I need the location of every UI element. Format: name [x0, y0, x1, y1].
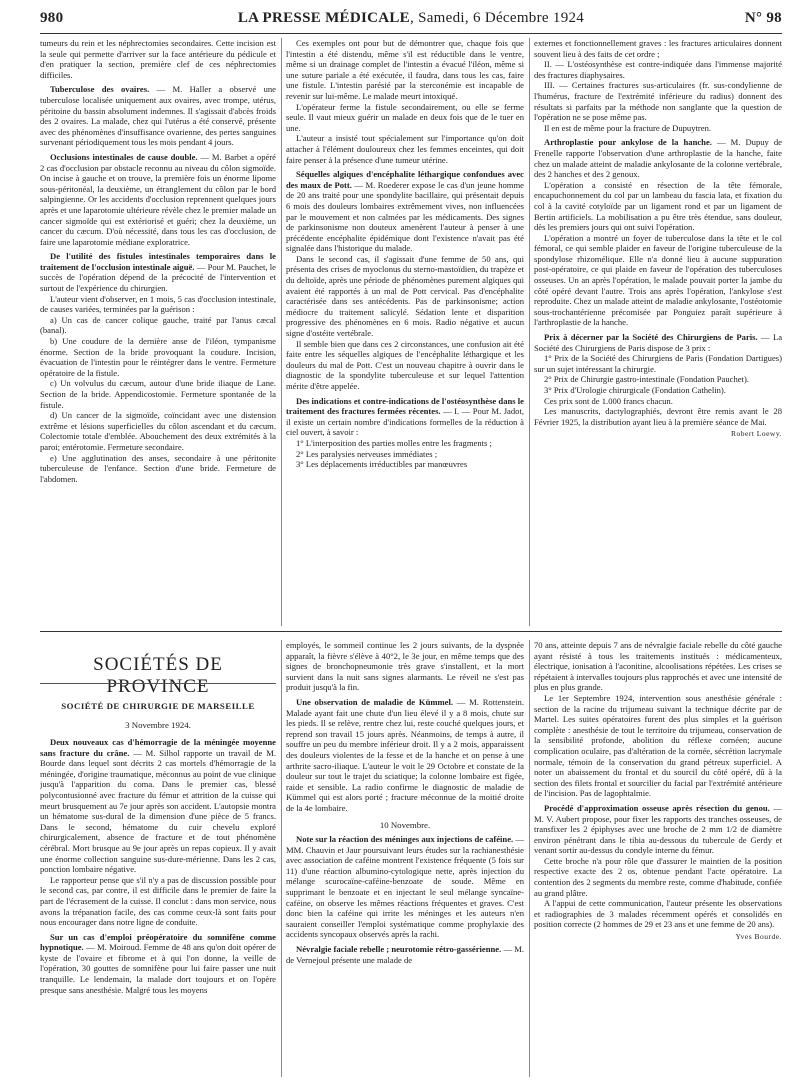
paragraph: 1° Prix de la Société des Chirurgiens de Paris (Fondation Dartigues) sur un sujet intéressant la chirurgie. — [534, 353, 782, 374]
article-heading: Névralgie faciale rebelle ; neurotomie rétro-gassérienne. — [296, 944, 502, 955]
paragraph: III. — Certaines fractures sus-articulaires (fr. sus-condylienne de l'humérus, fracture de l'extrémité inférieure du radius) donnent des résultats si parfaits par la méthode non sanglante que la question de l'opération ne se pose même pas. — [534, 80, 782, 123]
paragraph: Le rapporteur pense que s'il n'y a pas de discussion possible pour le second cas, par contre, il est difficile dans le premier de faire la part de l'écrasement de la cuisse. Il conclut : dans mon service, nous avons la trépanation facile, des cas comme ceux-là sont faits pour nous encourager dans notre ligne de conduite. — [40, 874, 276, 928]
article-paragraph — [40, 152, 276, 247]
paragraph: 70 ans, atteinte depuis 7 ans de névralgie faciale rebelle du côté gauche ayant résisté à tous les traitements institués : médicamenteux, électrique, ionisation à l'aconitine, alcoolisations répétées. Les crises se répétaient à intervalles toujours plus rapprochés et avec une intensité de plus en plus grande. — [534, 640, 782, 693]
paragraph: Les manuscrits, dactylographiés, devront être remis avant le 28 Février 1925, la distribution ayant lieu à la première séance de Mai. — [534, 406, 782, 427]
paragraph: Ces exemples ont pour but de démontrer que, chaque fois que l'intestin a été distendu, même s'il est réductible dans le ventre, même si un drainage complet de l'intestin a évacué l'iléon, même si une suture pariale a été exécutée, il faudra, dans tous les cas, faire une fistule. L'intestin parésié par la sterconémie est incapable de revenir sur lui-même. Le malade meurt intoxiqué. — [286, 38, 524, 101]
article-paragraph — [286, 944, 524, 965]
article-body: — M. Haller a observé une tuberculose localisée uniquement aux ovaires, avec trompe, utérus, péritoine du bassin absolument indemnes. Il s'agissait d'abcès froids des 2 ovaires. La malade, chez qui l'utérus a été conservé, présente avec des phénomènes d'insuffisance ovarienne, des pertes sanguines survenant périodiquement tous les mois pendant 4 jours. — [40, 84, 276, 148]
bottom-column-1 — [40, 737, 276, 1077]
column-divider — [281, 38, 282, 626]
paragraph: 2° Les paralysies nerveuses immédiates ; — [296, 448, 438, 459]
paragraph: employés, le sommeil continue les 2 jours suivants, de la dyspnée apparaît, la fièvre s'élève à 40°2, le 3e jour, en même temps que des signes de bronchopneumonie très grave s'installent, et la mort survient dans la nuit sans signes alarmants. Le réveil ne s'est pas produit jusqu'à la fin. — [286, 640, 524, 693]
column-divider — [281, 640, 282, 1077]
article-body: — M. Moiroud. Femme de 48 ans qu'on doit opérer de kyste de l'ovaire et fibrome et à qui l'on donne, la veille de l'opération, 30 gouttes de somnifène pour lui faire passer une nuit tranquille. Le lendemain, la malade dort toujours et on l'opère presque sans anesthésie. Malgré tous les moyens — [40, 942, 276, 995]
article-heading: De l'utilité des fistules intestinales temporaires dans le traitement de l'occlusion intestinale aiguë. — [40, 251, 276, 272]
issue-number: N° 98 — [744, 10, 782, 26]
page-number: 980 — [40, 10, 64, 26]
paragraph: Le 1er Septembre 1924, intervention sous anesthésie générale : section de la racine du trijumeau suivant la technique décrite par de Martel. Les suites opératoires furent des plus simples et la guérison complète : anesthésie de tout le territoire du trijumeau, conservation de la sensibilité profonde, abolition du réflexe cornéen; aucune complication oculaire, pas d'altération de la cornée, sécrétion lacrymale normale, témoin de la conservation du grand pétreux superficiel. A noter un abaissement du frontal et du sourcil du côté opéré, dû à la section des filets frontal et sourcilier du facial par l'extrémité antérieure de l'incision. Pas de lagophtalmie. — [534, 692, 782, 799]
article-body: — Pour M. Pauchet, le succès de l'opération dépend de la précocité de l'intervention et surtout de l'expérience du chirurgien. — [40, 261, 276, 294]
paragraph: Dans le second cas, il s'agissait d'une femme de 50 ans, qui présenta des crises de myoclonus du sterno-mastoïdien, du trapèze et du deltoïde, après une période de phénomènes purement algiques qui avaient été rapportés à un mal de Pott cervical. Pas d'encéphalite caractérisée dans ses antécédents. Pas de parkinsonisme; action médiocre du traitement salicylé. Sédation lente et disparition progressive des phénomènes en 6 mois. Radio négative et aucun signe d'ostéite vertébrale. — [286, 253, 524, 339]
section-rule — [40, 631, 782, 632]
article-paragraph — [534, 332, 782, 353]
article-heading: Note sur la réaction des méninges aux injections de caféine. — [296, 834, 514, 845]
paragraph: c) Un volvulus du cæcum, autour d'une bride iliaque de Lane. Section de la bride. Appendicostomie. Fermeture spontanée de la fistule. — [40, 378, 276, 410]
author-signature: Robert Loewy. — [730, 429, 782, 439]
bottom-column-3 — [534, 640, 782, 1077]
issue-date: , Samedi, 6 Décembre 1924 — [409, 10, 585, 26]
article-heading: Sur un cas d'emploi préopératoire du somnifène comme hypnotique. — [40, 931, 276, 953]
top-column-1 — [40, 38, 276, 626]
paragraph: L'opération a montré un foyer de tuberculose dans la tête et le col fémoral, ce qui semble plaider en faveur de l'origine tuberculeuse de la spondylose rhizomélique. Elle n'a donné lieu à aucune suppuration post-opératoire, ce qui plaide en faveur de l'opération des tuberculoses osseuses. Un an après l'opération, le malade pouvait porter la jambe du côté opéré devant l'autre. Trois ans après l'opération, l'ankylose s'est reproduite. Chez un malade atteint de maladie ankylosante, l'ostéotomie sous-trochantérienne précomisée par Ponguiez paraît supérieure à l'arthroplastie de la hanche. — [534, 232, 782, 328]
article-paragraph — [286, 697, 524, 814]
author-signature: Yves Bourde. — [735, 932, 782, 942]
society-name: SOCIÉTÉ DE CHIRURGIE DE MARSEILLE — [61, 701, 255, 711]
article-body: — M. Barbet a opéré 2 cas d'occlusion par obstacle reconnu au niveau du côlon sigmoïde. On incise à gauche et on trouve, la première fois un énorme lipome sous-péritonéal, la deuxième, un étranglement du côlon par le bord salpingienne. Or les accidents d'occlusion reprennent quelques jours après et une laparotomie ultérieure révèle chez le premier malade un cancer sigmoïde qui est extériorisé et guéri; chez la deuxième, un cancer du cæcum. D'où nécessité, dans tous les cas d'occlusion, de faire une laparotomie médiane exploratrice. — [40, 151, 276, 247]
journal-title — [40, 10, 782, 27]
paragraph: L'auteur vient d'observer, en 1 mois, 5 cas d'occlusion intestinale, de causes variées, terminées par la guérison : — [40, 293, 276, 315]
article-heading: Des indications et contre-indications de l'ostéosynthèse dans le traitement des fractures fermées récentes. — [286, 395, 524, 417]
article-paragraph — [40, 737, 276, 875]
article-paragraph — [534, 137, 782, 179]
top-column-3 — [534, 38, 782, 626]
page-header — [40, 10, 782, 30]
paragraph: Il en est de même pour la fracture de Dupuytren. — [544, 122, 712, 133]
article-heading: Procédé d'approximation osseuse après résection du genou. — [544, 802, 770, 813]
bottom-column-2 — [286, 640, 524, 1077]
paragraph: d) Un cancer de la sigmoïde, coïncidant avec une distension extrême et lésions superficielles du côlon ascendant et du cæcum. Colectomie totale d'emblée. Abouchement des deux extrémités à la paroi; entérotomie. Fermeture secondaire. — [40, 410, 276, 452]
article-body: — La Société des Chirurgiens de Paris dispose de 3 prix : — [534, 332, 782, 353]
article-paragraph — [534, 803, 782, 856]
article-paragraph — [286, 396, 524, 438]
article-body: — M. Rottenstein. Malade ayant fait une chute d'un lieu élevé il y a 8 mois, chute sur les pieds. Il se relève, rentre chez lui, reste couché quelques jours, et reprend son travail 15 jours après. Néanmoins, de temps à autre, il souffre un peu du membre inférieur droit. Il y a 2 mois, apparaissent des douleurs violentes de la fesse et de la hanche et on pense à une arthrite sacro-iliaque. L'auteur le voit le 29 Octobre et constate de la douleur sur tout le trajet du sciatique; la colonne lombaire est figée, raide et sensible. La radio confirme le diagnostic de maladie de Kümmel qui est alors porté ; fracture méconnue de la moitié droite de la 4e lombaire. — [286, 696, 524, 813]
article-heading: Une observation de maladie de Kümmel. — [296, 696, 454, 707]
paragraph: II. — L'ostéosynthèse est contre-indiquée dans l'immense majorité des fractures diaphysaires. — [534, 59, 782, 80]
column-divider — [529, 640, 530, 1077]
paragraph: Cette broche n'a pour rôle que d'assurer le maintien de la position respective exacte des 2 os, obtenue pendant l'acte opératoire. La contention des 2 segments du membre reste, comme d'habitude, confiée au grand plâtre. — [534, 855, 782, 898]
article-paragraph — [40, 251, 276, 293]
article-body: — M. Dupuy de Frenelle rapporte l'observation d'une arthroplastie de la hanche, faite chez un malade atteint de maladie ankylosante de la colonne vertébrale, des 2 hanches et des 2 genoux. — [534, 137, 782, 180]
paragraph: L'opérateur ferme la fistule secondairement, ou elle se ferme seule. Il vaut mieux guérir un malade en deux fois que de le tuer en une. — [286, 101, 524, 133]
paragraph: 3° Prix d'Urologie chirurgicale (Fondation Cathelin). — [544, 385, 726, 395]
article-heading: Arthroplastie pour ankylose de la hanche. — [544, 137, 712, 148]
paragraph: A l'appui de cette communication, l'auteur présente les observations et radiographies de 3 malades récemment opérés et consolidés en position correcte (2 hommes de 29 et 23 ans et une femme de 20 ans). — [534, 898, 782, 930]
article-heading: Tuberculose des ovaires. — [50, 84, 150, 95]
article-body: — M. de Vernejoul présente une malade de — [286, 944, 524, 965]
article-heading: Prix à décerner par la Société des Chirurgiens de Paris. — [544, 332, 758, 343]
article-body: — MM. Chauvin et Jaur poursuivant leurs études sur la rachianesthésie avec association de caféine montrent l'existence fréquente (5 fois sur 11) d'une réaction albumino-cytologique nette, après injection du mélange scurocaïne-caféine-benzoate de soude. Même en supprimant le benzoate et en injectant le seul mélange syncaïne-caféine, on observe les mêmes réactions fréquentes et graves. C'est donc bien la caféine qui irrite les méninges et les auteurs n'en sauraient conseiller l'emploi systématique comme prophylaxie des accidents syncopaux observés après la rachi. — [286, 834, 524, 940]
session-date: 3 Novembre 1924. — [125, 720, 191, 730]
paragraph: Ces prix sont de 1.000 francs chacun. — [544, 395, 673, 406]
paragraph: L'opération a consisté en résection de la tête fémorale, encapuchonnement du col par un lambeau du fascia lata, et fixation du col à la cavité cotyloïde par un ligament rond et par un ligament de Bertin artificiels. La mobilisation a pu être très étendue, sans douleur, dès les premiers jours qui ont suivi l'opération. — [534, 179, 782, 233]
article-paragraph — [286, 834, 524, 940]
article-paragraph — [286, 169, 524, 254]
article-paragraph — [40, 84, 276, 148]
article-heading: Deux nouveaux cas d'hémorragie de la méningée moyenne sans fracture du crâne. — [40, 737, 276, 758]
paragraph: L'auteur a insisté tout spécialement sur l'importance qu'on doit attacher à l'élément douloureux chez les femmes enceintes, qui doit faire penser à la présence d'une tumeur utérine. — [286, 133, 524, 165]
header-rule — [40, 33, 782, 34]
paragraph: Il semble bien que dans ces 2 circonstances, une confusion ait été faite entre les séquelles algiques de l'encéphalite léthargique et les douleurs du mal de Pott. C'est un nouveau chapitre à ouvrir dans le diagnostic de la spondylite tuberculeuse et sur lequel l'attention mérite d'être appelée. — [286, 338, 524, 391]
article-paragraph — [40, 932, 276, 996]
article-body: — M. Silhol rapporte un travail de M. Bourde dans lequel sont décrits 2 cas mortels d'hémorragie de la méningée, d'origine traumatique, méconnus au point de vue clinique jusqu'à l'apparition du coma. Dans le premier cas, blessé polycontusionné avec fracture du fémur et attrition de la cuisse qui meurt brusquement au 7e jour après son accident. L'autopsie montra un hématome sus-dural de la dimension d'une pièce de 5 francs. Dans le second, hématome du cuir chevelu exploré chirurgicalement, absence de fracture et de tout phénomène cérébral. Mort brusque au 9e jour après un repas copieux. Il y avait une énorme collection sanguine sus-dure-mérienne. Dans les 2 cas, ponction lombaire négative. — [40, 747, 276, 875]
title-rule — [40, 683, 276, 684]
article-body: — I. — Pour M. Jadot, il existe un certain nombre d'indications formelles de la réduction à ciel ouvert, à savoir : — [286, 406, 524, 438]
paragraph: tumeurs du rein et les néphrectomies secondaires. Cette incision est la seule qui permette d'arriver sur la face antérieure du pédicule et d'en pratiquer la section, première clef de ces néphrectomies difficiles. — [40, 38, 276, 80]
article-heading: Occlusions intestinales de cause double. — [50, 151, 198, 162]
paragraph: b) Une coudure de la dernière anse de l'iléon, tympanisme énorme. Section de la bride provoquant la coudure. Incision, évacuation de l'intestin pour le réintégrer dans le ventre. Fermeture opératoire de la fistule. — [40, 336, 276, 378]
article-body: — M. Roederer expose le cas d'un jeune homme de 20 ans traité pour une spondylite bacillaire, qui présentait depuis 6 mois des douleurs lombaires extrêmement vives, non influencées par le mouvement et non calmées par les médicaments. Des signes de parkinsonisme non douteux amenèrent l'auteur à penser à une précédente encéphalite épidémique dont l'existence n'avait pas été signalée dans l'historique du malade. — [286, 179, 524, 254]
article-heading: Séquelles algiques d'encéphalite léthargique confondues avec des maux de Pott. — [286, 169, 524, 190]
paragraph: e) Une agglutination des anses, secondaire à une péritonite tuberculeuse de l'enfance. Section d'une bride. Fermeture de l'abdomen. — [40, 452, 276, 484]
column-divider — [529, 38, 530, 626]
section-title: SOCIÉTÉS DE PROVINCE — [93, 654, 223, 697]
paragraph: 1° L'interposition des parties molles entre les fragments ; — [296, 437, 492, 448]
paragraph: 2° Prix de Chirurgie gastro-intestinale (Fondation Pauchet). — [544, 374, 749, 385]
paragraph: a) Un cas de cancer colique gauche, traité par l'anus cæcal (banal). — [40, 314, 276, 336]
article-body: — M. V. Aubert propose, pour fixer les rapports des tranches osseuses, de transfixer les 2 épiphyses avec une broche de 2 mm 1/2 de diamètre environ pénétrant dans le tibia au-dessous du tubercule de Gerdy et venant sortir au-dessus du condyle interne du fémur. — [534, 802, 782, 856]
top-column-2 — [286, 38, 524, 626]
paragraph: 3° Les déplacements irréductibles par manœuvres — [296, 459, 468, 470]
session-date: 10 Novembre. — [379, 819, 431, 830]
journal-name: LA PRESSE MÉDICALE — [237, 10, 410, 26]
paragraph: externes et fonctionnellement graves : les fractures articulaires donnent souvent lieu à des faits de cet ordre ; — [534, 38, 782, 59]
